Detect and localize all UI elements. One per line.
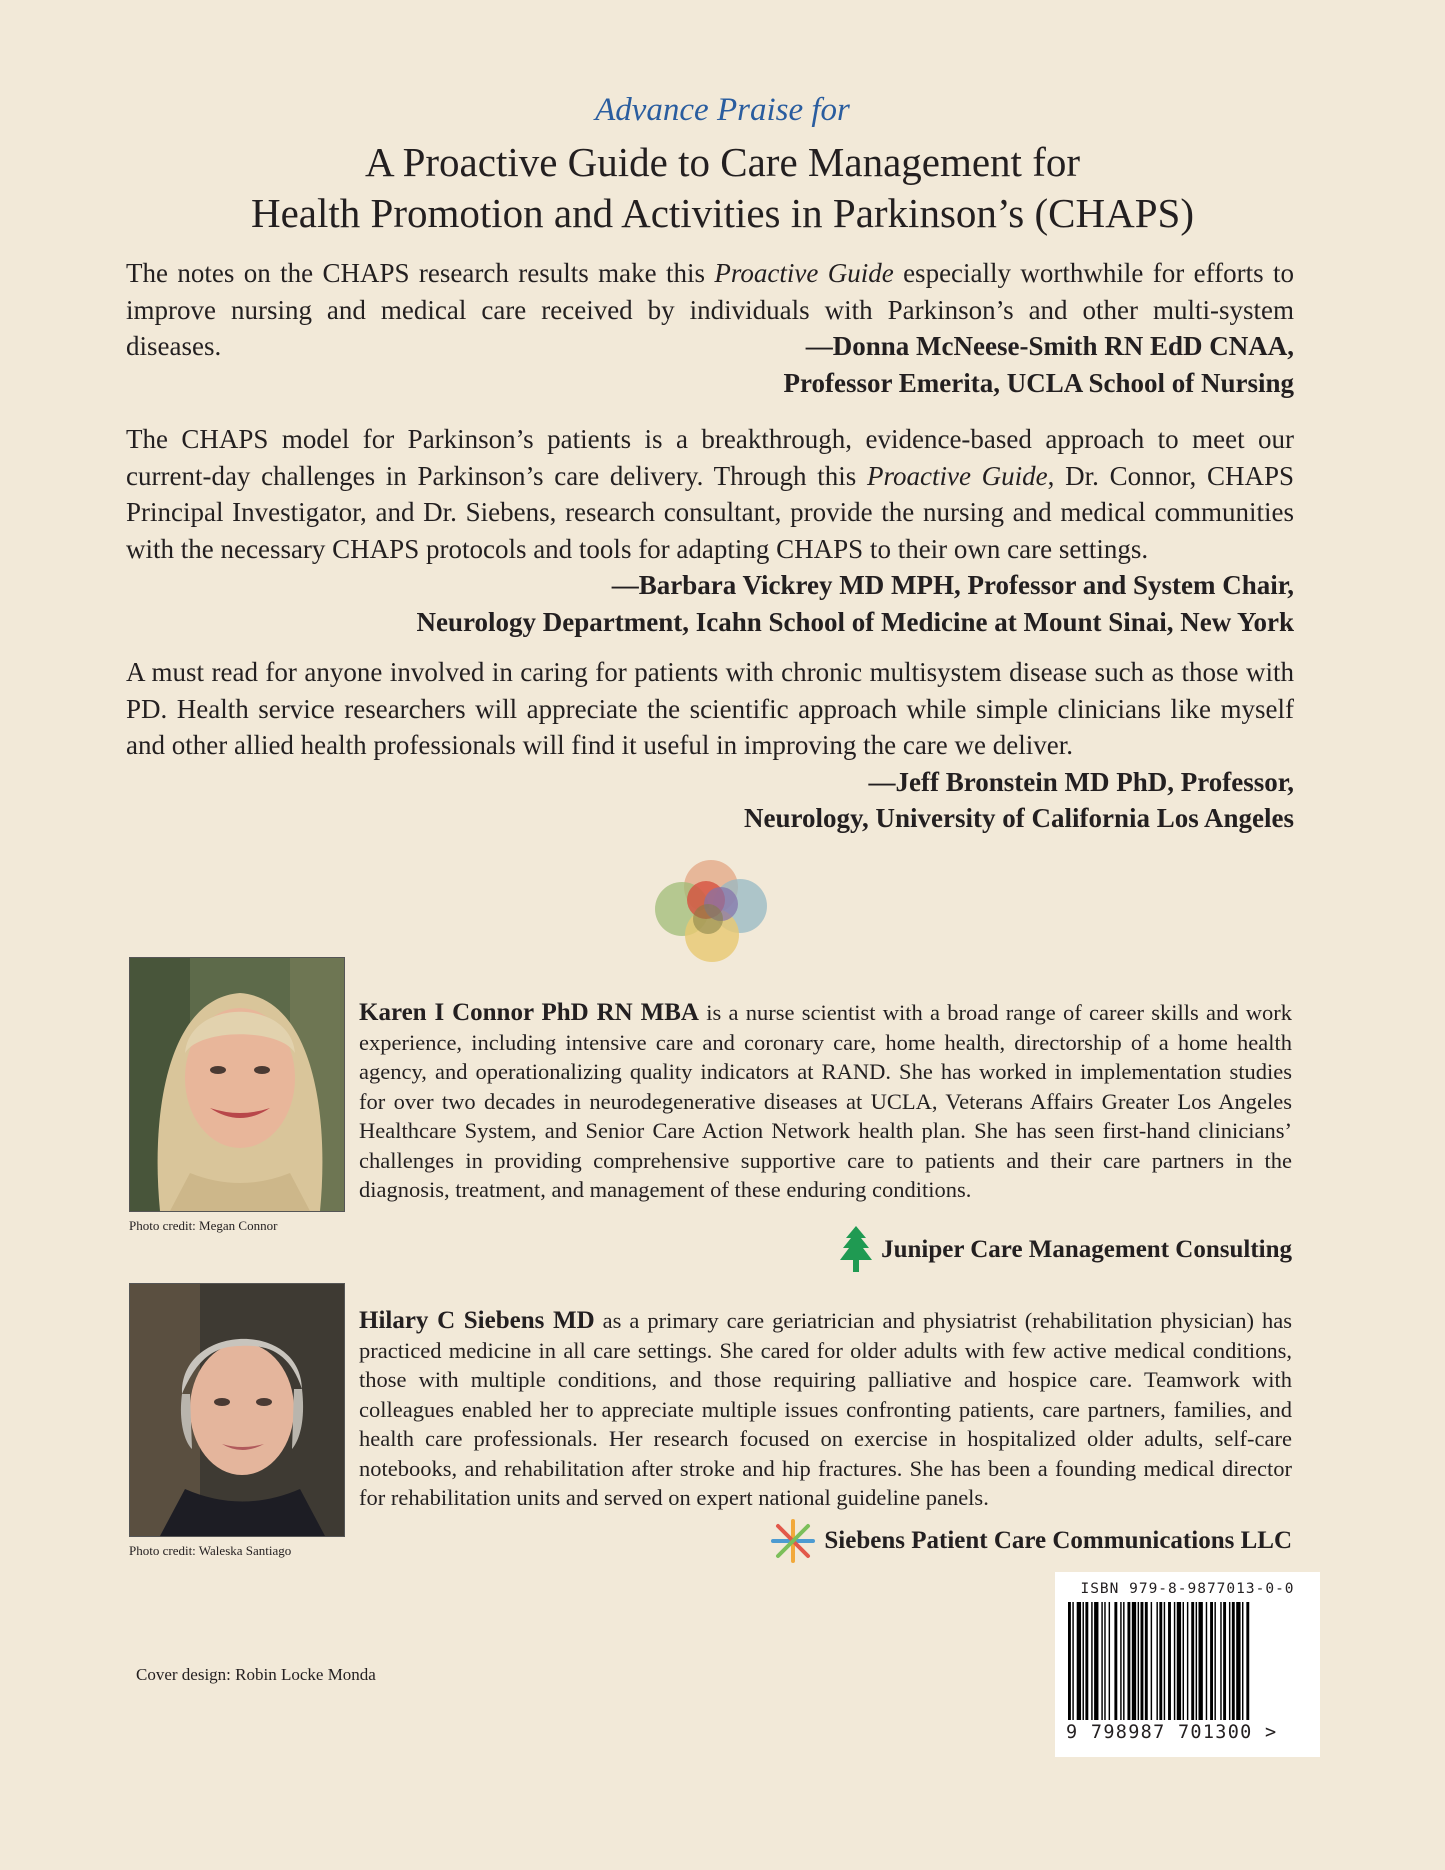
cover-design-credit: Cover design: Robin Locke Monda xyxy=(136,1665,376,1684)
company-name: Juniper Care Management Consulting xyxy=(881,1236,1292,1263)
author-photo-connor xyxy=(129,957,345,1212)
praise-quote-1 xyxy=(126,255,1294,401)
praise-quote-3 xyxy=(126,654,1294,837)
praise-attribution: —Barbara Vickrey MD MPH, Professor and System Chair, xyxy=(611,570,1294,600)
starburst-icon xyxy=(770,1518,816,1564)
isbn-label: ISBN 979-8-9877013-0-0 xyxy=(1080,1581,1295,1597)
company-name: Siebens Patient Care Communications LLC xyxy=(824,1527,1292,1554)
praise-attribution: —Donna McNeese-Smith RN EdD CNAA, xyxy=(805,331,1294,361)
author-bio-siebens xyxy=(359,1306,1292,1513)
praise-attribution-affiliation: Neurology, University of California Los Angeles xyxy=(744,803,1294,833)
book-title xyxy=(0,137,1445,239)
praise-quote-2 xyxy=(126,421,1294,640)
overlapping-circles-logo xyxy=(648,851,774,975)
company-juniper xyxy=(839,1226,1292,1274)
book-title-line-2: Health Promotion and Activities in Parkinson’s (CHAPS) xyxy=(251,190,1194,236)
author-bio-text: is a nurse scientist with a broad range of career skills and work experience, including intensive care and coronary care, home health, directorship of a home health agency, and operationalizing quality indicators at RAND. She has worked in implementation studies for over two decades in neurodegenerative diseases at UCLA, Veterans Affairs Greater Los Angeles Healthcare System, and Senior Care Action Network health plan. She has seen first-hand clinicians’ challenges in providing comprehensive supportive care to patients and their care partners in the diagnosis, treatment, and management of these enduring conditions. xyxy=(359,1000,1292,1202)
photo-credit-siebens: Photo credit: Waleska Santiago xyxy=(129,1543,292,1558)
author-name: Hilary C Siebens MD xyxy=(359,1307,595,1334)
praise-text: The notes on the CHAPS research results make this Proactive Guide especially worthwhile for efforts to improve nursing and medical care received by individuals with Parkinson’s and other multi-system diseases. xyxy=(126,258,1295,361)
author-bio-text: as a primary care geriatrician and physiatrist (rehabilitation physician) has practiced medicine in all care settings. She cared for older adults with few active medical conditions, those with multiple conditions, and those requiring palliative and hospice care. Teamwork with colleagues enabled her to appreciate multiple issues confronting patients, care partners, families, and health care professionals. Her research focused on exercise in hospitalized older adults, self-care notebooks, and rehabilitation after stroke and hip fractures. She has been a founding medical director for rehabilitation units and served on expert national guideline panels. xyxy=(359,1308,1293,1510)
book-title-line-1: A Proactive Guide to Care Management for xyxy=(365,139,1080,185)
isbn-barcode xyxy=(1055,1572,1320,1757)
praise-label: Advance Praise for xyxy=(595,92,850,128)
praise-attribution: —Jeff Bronstein MD PhD, Professor, xyxy=(868,766,1294,797)
photo-credit-connor: Photo credit: Megan Connor xyxy=(129,1218,278,1233)
author-bio-connor xyxy=(359,998,1292,1205)
author-name: Karen I Connor PhD RN MBA xyxy=(359,999,699,1026)
juniper-tree-icon xyxy=(839,1226,873,1274)
praise-text: The CHAPS model for Parkinson’s patients is a breakthrough, evidence-based approach to meet our current-day challenges in Parkinson’s care delivery. Through this Proactive Guide, Dr. Connor, CHAPS Principal Investigator, and Dr. Siebens, research consultant, provide the nursing and medical communities with the necessary CHAPS protocols and tools for adapting CHAPS to their own care settings. xyxy=(126,424,1295,564)
praise-attribution-affiliation: Professor Emerita, UCLA School of Nursing xyxy=(783,367,1294,398)
praise-text: A must read for anyone involved in caring for patients with chronic multisystem disease such as those with PD. Health service researchers will appreciate the scientific approach while simple clinicians like myself and other allied health professionals will find it useful in improving the care we deliver. xyxy=(126,657,1294,760)
praise-attribution-affiliation: Neurology Department, Icahn School of Medicine at Mount Sinai, New York xyxy=(416,606,1294,637)
barcode-bars xyxy=(1055,1602,1320,1722)
author-photo-siebens xyxy=(129,1283,345,1537)
company-siebens xyxy=(770,1518,1292,1564)
barcode-digits: 9 798987 701300 > xyxy=(1066,1722,1278,1743)
